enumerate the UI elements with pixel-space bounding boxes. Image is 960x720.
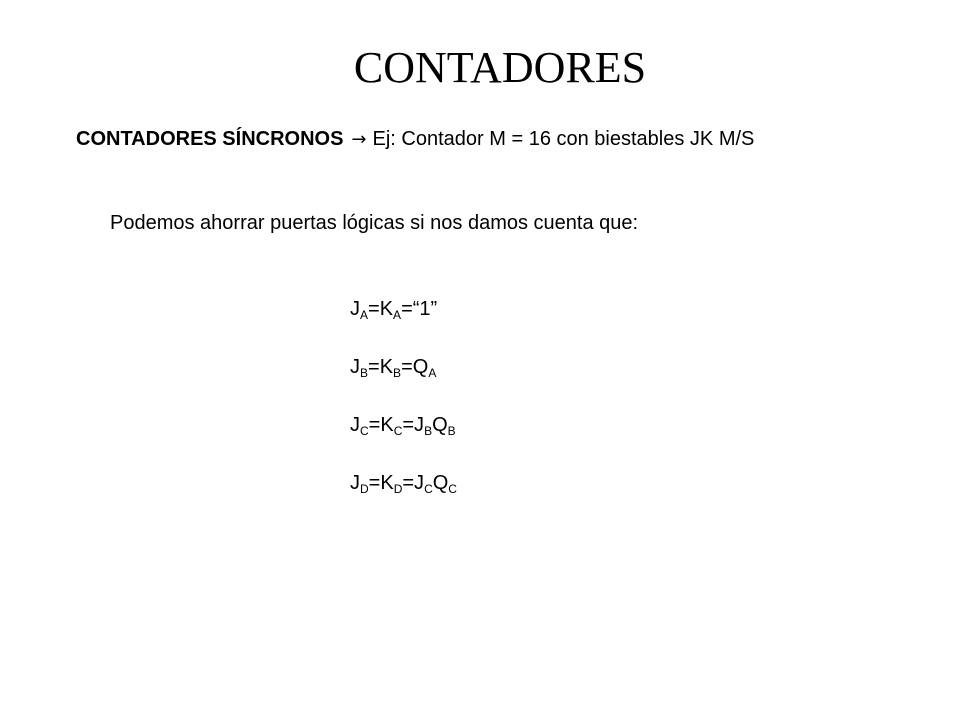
equation-term: =K [368,356,394,378]
equation-term: J [350,472,360,494]
equation-jc-kc [350,412,456,438]
equation-subscript: A [428,366,437,380]
equation-term: =Q [401,356,429,378]
equation-term: =K [368,414,394,436]
equation-term: J [350,298,360,320]
equation-subscript: B [424,424,433,438]
intro-text: Podemos ahorrar puertas lógicas si nos damos cuenta que: [110,212,639,234]
equation-term: Q [432,472,449,494]
equation-term: =K [368,298,394,320]
equation-ja-ka [350,296,437,322]
slide-title: CONTADORES [353,43,647,92]
equation-jb-kb [350,354,436,380]
equation-subscript: C [448,482,457,496]
equation-subscript: D [393,482,403,496]
equation-term: =K [368,472,394,494]
equation-subscript: C [393,424,403,438]
equation-subscript: C [360,424,369,438]
equation-term: Q [432,414,448,436]
equation-subscript: C [424,482,433,496]
equation-subscript: B [393,366,402,380]
equation-subscript: A [393,308,402,322]
equation-term: =J [402,472,425,494]
equation-jd-kd [350,470,457,496]
slide-subtitle [76,126,754,153]
right-arrow-icon: → [351,129,367,150]
subtitle-bold-text: CONTADORES SÍNCRONOS [76,128,344,150]
equation-term: J [350,356,360,378]
subtitle-example-text: Ej: Contador M = 16 con biestables JK M/S [372,128,755,150]
equation-term: =J [402,414,425,436]
equation-subscript: B [447,424,456,438]
equation-term: J [350,414,360,436]
equation-subscript: A [360,308,369,322]
equation-term: =“1” [401,298,438,320]
equation-subscript: D [360,482,369,496]
equation-subscript: B [360,366,369,380]
